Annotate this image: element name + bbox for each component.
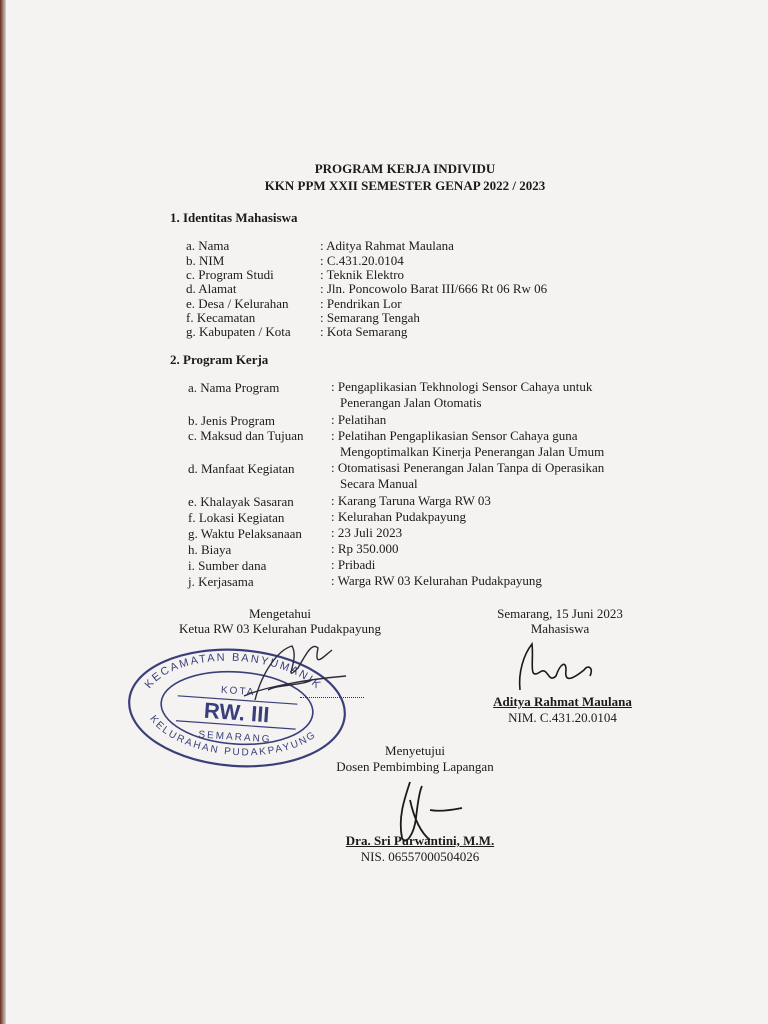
s1-label: d. Alamat (186, 281, 237, 296)
s1-label: f. Kecamatan (186, 310, 256, 325)
s1-value: : Pendrikan Lor (320, 296, 402, 311)
center-sign-line1: Menyetujui (385, 743, 445, 758)
doc-title-line2: KKN PPM XXII SEMESTER GENAP 2022 / 2023 (264, 178, 546, 193)
s1-value: : Semarang Tengah (320, 310, 420, 325)
s1-value: : Aditya Rahmat Maulana (320, 238, 454, 253)
s2-value: : Otomatisasi Penerangan Jalan Tanpa di Operasikan (331, 460, 605, 475)
left-sign-line2: Ketua RW 03 Kelurahan Pudakpayung (179, 621, 381, 636)
s2-label: g. Waktu Pelaksanaan (188, 526, 302, 541)
stamp-bottom-text: KELURAHAN PUDAKPAYUNG (147, 713, 319, 759)
center-sign-name: Dra. Sri Purwantini, M.M. (345, 833, 495, 848)
right-sign-date: Semarang, 15 Juni 2023 (497, 606, 623, 621)
left-sign-line1: Mengetahui (248, 606, 312, 621)
s2-value: : Pelatihan Pengaplikasian Sensor Cahaya guna (331, 428, 578, 443)
s2-label: i. Sumber dana (188, 558, 267, 573)
right-sign-role: Mahasiswa (530, 621, 590, 636)
s2-label: f. Lokasi Kegiatan (188, 510, 285, 525)
doc-title-line1: PROGRAM KERJA INDIVIDU (314, 161, 496, 176)
s1-value: : Teknik Elektro (320, 267, 405, 282)
center-sign-line2: Dosen Pembimbing Lapangan (336, 759, 494, 774)
s2-value: : Karang Taruna Warga RW 03 (331, 493, 491, 508)
stamp-semarang: SEMARANG (198, 729, 272, 746)
s2-label: b. Jenis Program (188, 413, 276, 428)
s1-value: : Jln. Poncowolo Barat III/666 Rt 06 Rw 06 (320, 281, 548, 296)
stamp-center: RW. III (203, 697, 271, 728)
s1-label: a. Nama (186, 238, 230, 253)
s2-value-cont: Penerangan Jalan Otomatis (340, 395, 482, 410)
s2-label: e. Khalayak Sasaran (188, 494, 294, 509)
s2-value: : Rp 350.000 (331, 541, 399, 556)
stamp-top-text: KECAMATAN BANYUMANIK (142, 651, 324, 693)
s2-value-cont: Secara Manual (340, 476, 418, 491)
section1-heading: 1. Identitas Mahasiswa (170, 210, 298, 225)
s1-label: g. Kabupaten / Kota (186, 324, 291, 339)
center-sign-nis: NIS. 06557000504026 (360, 849, 480, 864)
s2-label: a. Nama Program (188, 380, 280, 395)
s1-label: e. Desa / Kelurahan (186, 296, 289, 311)
s2-label: d. Manfaat Kegiatan (188, 461, 295, 476)
s1-label: c. Program Studi (186, 267, 274, 282)
s2-value: : Pengaplikasian Tekhnologi Sensor Cahaya untuk (331, 379, 593, 394)
s2-value: : 23 Juli 2023 (331, 525, 403, 540)
s2-value: : Kelurahan Pudakpayung (331, 509, 467, 524)
s1-label: b. NIM (186, 253, 225, 268)
s2-value: : Pribadi (331, 557, 376, 572)
s2-value: : Pelatihan (331, 412, 387, 427)
right-sign-nim: NIM. C.431.20.0104 (508, 710, 617, 725)
section2-heading: 2. Program Kerja (170, 352, 269, 367)
right-sign-name: Aditya Rahmat Maulana (493, 694, 632, 709)
stamp-kota: KOTA (220, 684, 256, 699)
s2-label: c. Maksud dan Tujuan (188, 428, 304, 443)
rw-stamp (125, 643, 349, 774)
s2-label: j. Kerjasama (188, 574, 254, 589)
s1-value: : Kota Semarang (320, 324, 408, 339)
s1-value: : C.431.20.0104 (320, 253, 404, 268)
s2-value-cont: Mengoptimalkan Kinerja Penerangan Jalan Umum (340, 444, 605, 459)
center-signature-mark (401, 782, 462, 841)
right-signature-mark (520, 644, 592, 690)
s2-label: h. Biaya (188, 542, 232, 557)
s2-value: : Warga RW 03 Kelurahan Pudakpayung (331, 573, 542, 588)
